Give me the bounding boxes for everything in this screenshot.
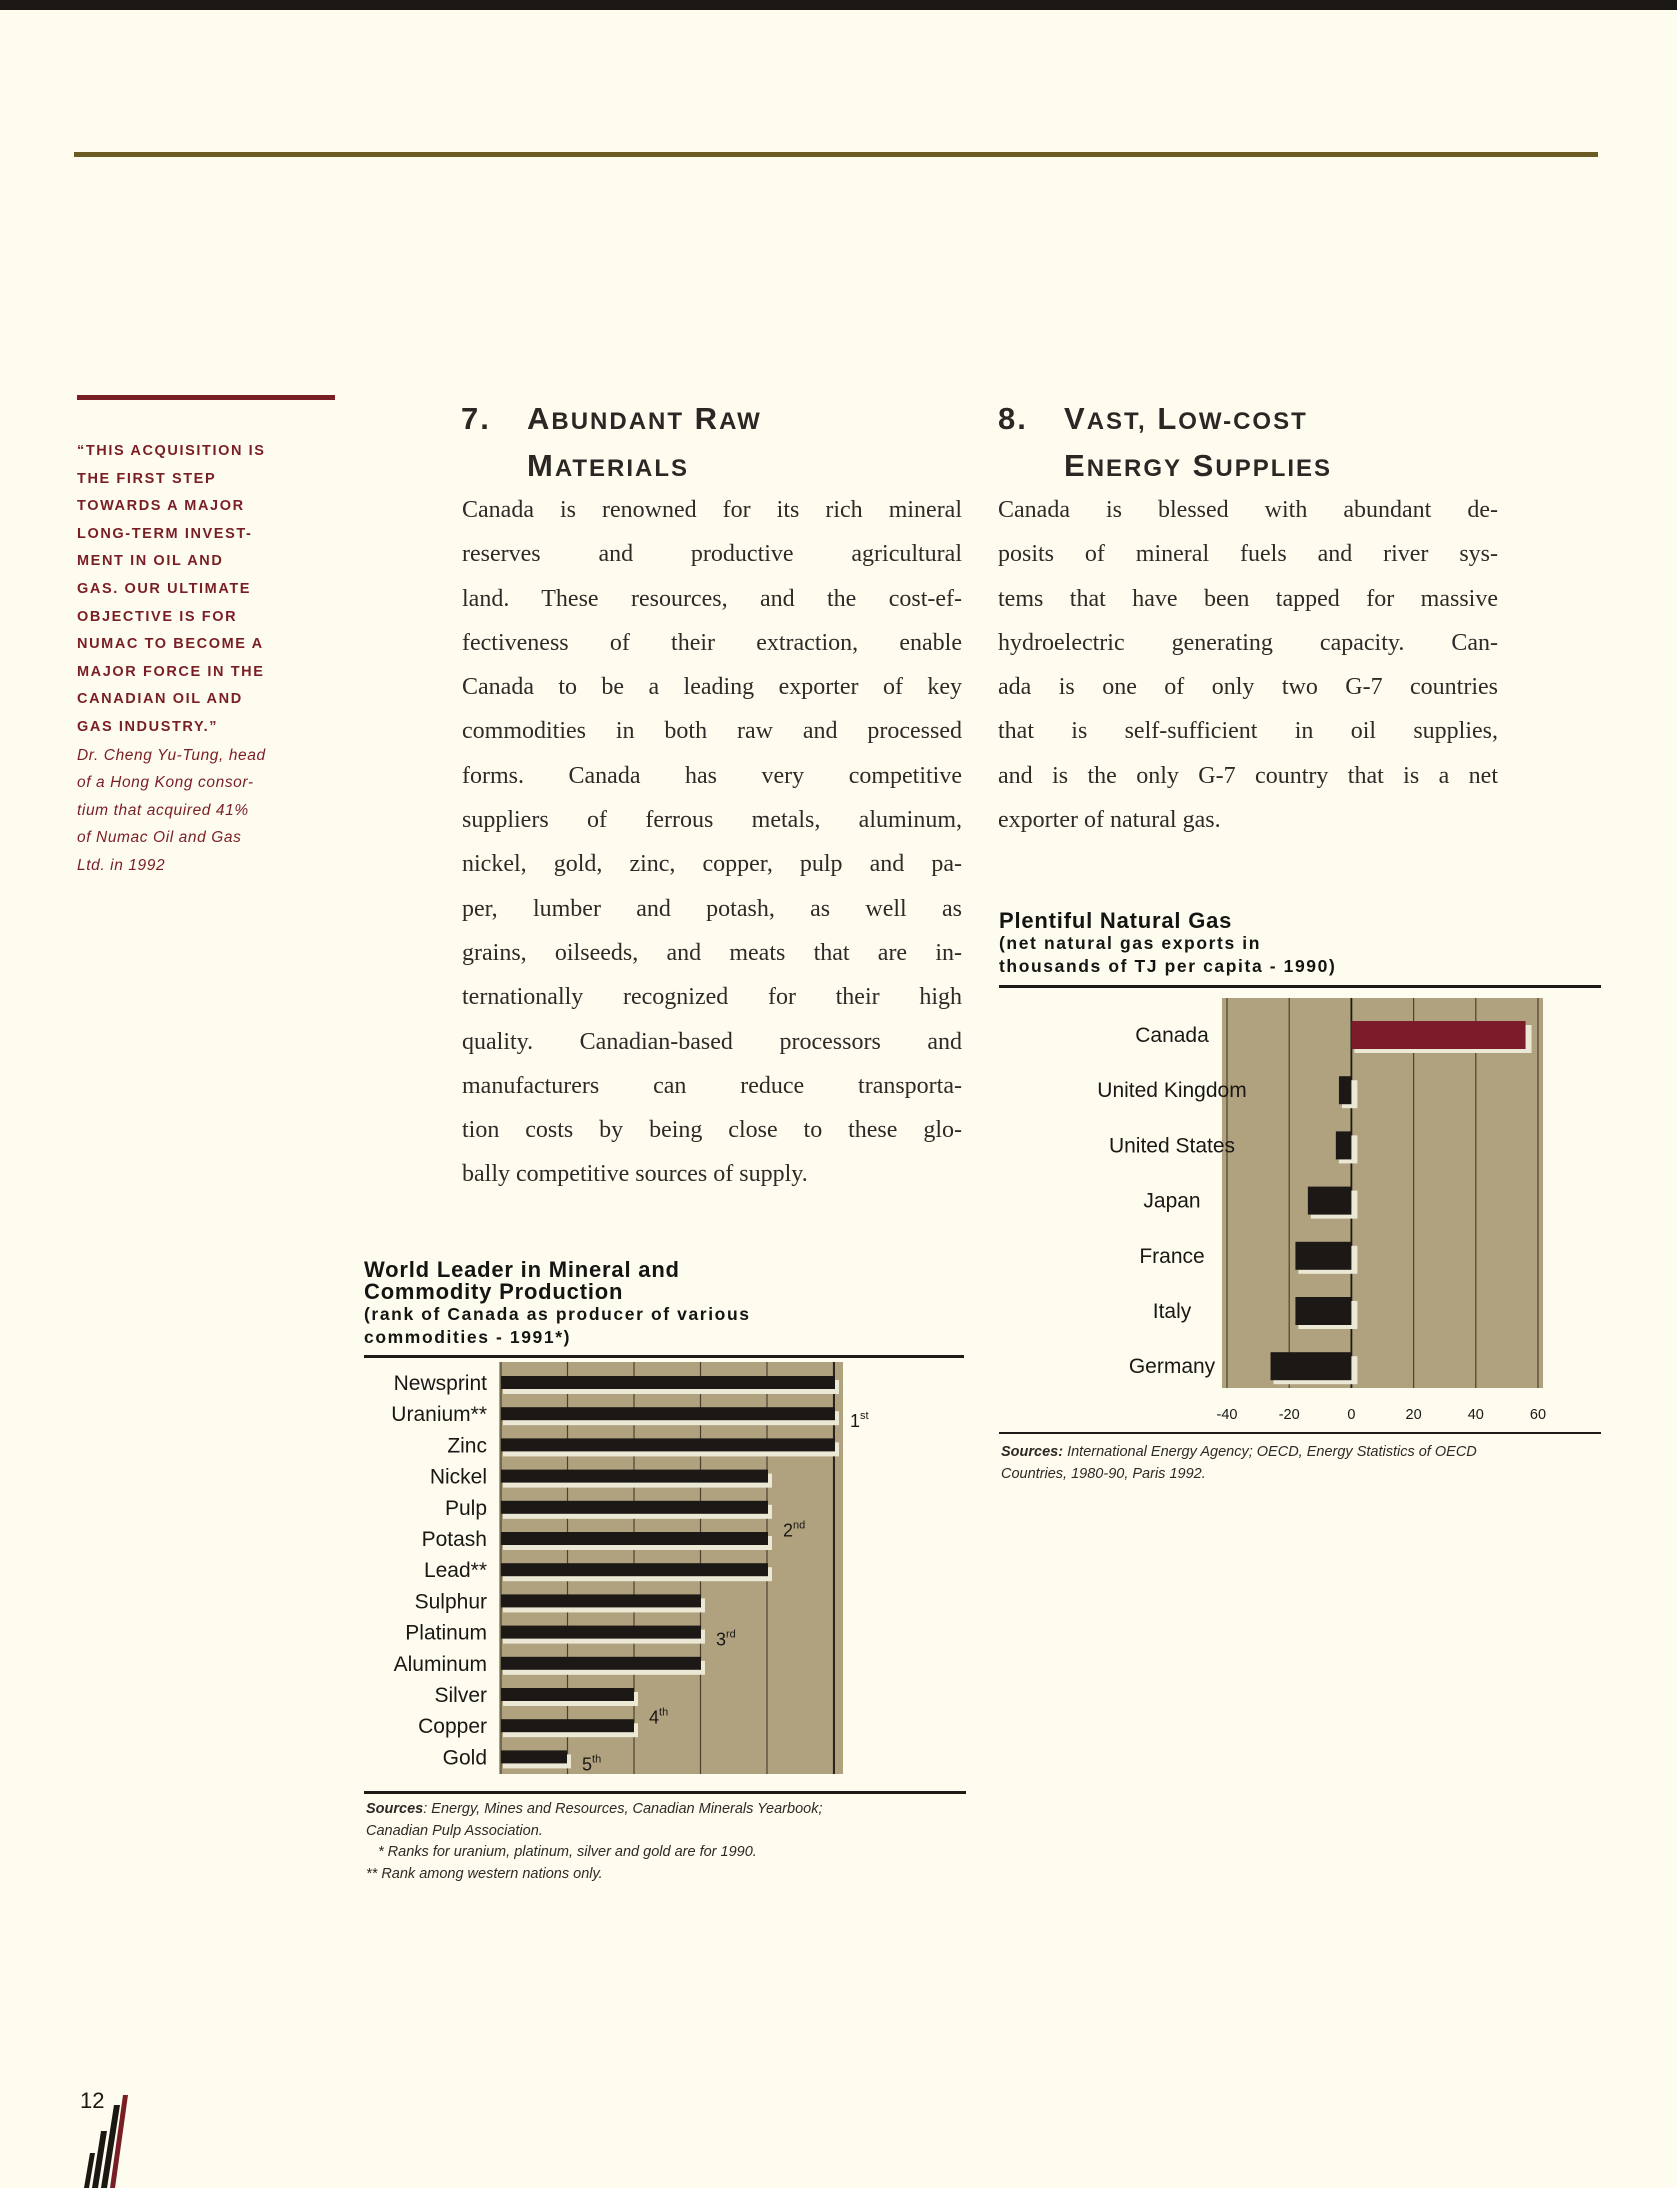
section-8-title-line1: VAST, LOW-COST <box>1064 401 1308 436</box>
section-7-body-line: Canada is renowned for its rich mineral <box>462 497 962 523</box>
quote-line: MAJOR FORCE IN THE <box>77 663 265 680</box>
section-7-body-line: reserves and productive agricultural <box>462 541 962 568</box>
section-7-body-line: forms. Canada has very competitive <box>462 762 962 789</box>
mineral-category-label: Zinc <box>447 1434 487 1458</box>
mineral-chart-sources <box>366 1799 966 1885</box>
section-8-body-line: ada is one of only two G-7 countries <box>998 674 1498 701</box>
mineral-category-label: Aluminum <box>393 1652 487 1676</box>
mineral-bar <box>501 1501 768 1514</box>
gas-x-tick-label: -40 <box>1216 1407 1238 1423</box>
page-number: 12 <box>80 2088 105 2113</box>
mineral-category-label: Silver <box>434 1684 487 1707</box>
gas-category-label: Italy <box>1152 1300 1192 1323</box>
quote-line: GAS INDUSTRY.” <box>77 718 219 735</box>
gas-bar <box>1336 1131 1352 1159</box>
gas-bar <box>1271 1352 1352 1380</box>
section-7-body-line: grains, oilseeds, and meats that are in- <box>462 939 962 966</box>
quote-rule <box>77 395 335 400</box>
gas-chart-subtitle-1: (net natural gas exports in <box>999 933 1261 953</box>
section-7-body-line: suppliers of ferrous metals, aluminum, <box>462 807 962 834</box>
quote-line: “THIS ACQUISITION IS <box>77 443 266 459</box>
section-7-body-line: tion costs by being close to these glo- <box>462 1117 962 1144</box>
gas-bar <box>1308 1187 1352 1215</box>
mineral-sources-label: Sources <box>366 1801 424 1817</box>
section-7-body-line: bally competitive sources of supply. <box>462 1161 808 1188</box>
mineral-chart <box>362 1362 869 1782</box>
mineral-bar <box>501 1438 835 1451</box>
section-7-body-line: nickel, gold, zinc, copper, pulp and pa- <box>462 851 962 878</box>
mineral-chart-title <box>364 1259 924 1349</box>
section-7-body-line: land. These resources, and the cost-ef- <box>462 585 962 612</box>
mineral-category-label: Platinum <box>405 1621 487 1645</box>
gas-bar <box>1295 1297 1351 1325</box>
section-8-body-line: exporter of natural gas. <box>998 807 1221 834</box>
quote-line: CANADIAN OIL AND <box>77 691 243 708</box>
section-8-heading <box>998 397 1332 491</box>
section-8-body-line: and is the only G-7 country that is a net <box>998 762 1498 789</box>
mineral-category-label: Newsprint <box>393 1372 487 1395</box>
mineral-note-2: ** Rank among western nations only. <box>366 1865 603 1882</box>
quote-line: TOWARDS A MAJOR <box>77 498 245 515</box>
mineral-category-label: Potash <box>421 1528 487 1551</box>
quote-attribution-line: Dr. Cheng Yu-Tung, head <box>77 746 266 764</box>
mineral-sources-text: : Energy, Mines and Resources, Canadian Minerals Yearbook; <box>423 1801 823 1817</box>
section-8-body-line: posits of mineral fuels and river sys- <box>998 541 1498 568</box>
section-7-number: 7. <box>461 401 491 436</box>
section-7-title-line2: MATERIALS <box>527 448 690 483</box>
mineral-rank-label: 4th <box>649 1706 669 1728</box>
mineral-chart-title-2: Commodity Production <box>364 1279 624 1304</box>
section-8-body-line: that is self-sufficient in oil supplies, <box>998 718 1498 745</box>
sidebar-quote <box>77 438 347 880</box>
mineral-category-label: Pulp <box>444 1496 487 1520</box>
gas-chart <box>999 993 1601 1433</box>
section-8-body-line: hydroelectric generating capacity. Can- <box>998 629 1498 656</box>
section-8-body-line: tems that have been tapped for massive <box>998 585 1498 612</box>
gas-category-label: Japan <box>1143 1189 1201 1213</box>
quote-line: GAS. OUR ULTIMATE <box>77 580 252 597</box>
mineral-category-label: Copper <box>418 1715 487 1739</box>
section-8-body-line: Canada is blessed with abundant de- <box>998 497 1498 523</box>
mineral-bar <box>501 1750 567 1763</box>
gas-category-label: United States <box>1108 1134 1236 1158</box>
mineral-rank-label: 1st <box>850 1410 869 1432</box>
section-7-body-line: ternationally recognized for their high <box>462 984 962 1011</box>
mineral-rank-label: 2nd <box>783 1519 806 1541</box>
gas-category-label: Germany <box>1128 1355 1216 1379</box>
top-edge-bar <box>0 0 1677 10</box>
gas-chart-bottom-rule <box>999 1432 1601 1434</box>
quote-line: OBJECTIVE IS FOR <box>77 608 238 625</box>
mineral-chart-title-1: World Leader in Mineral and <box>364 1257 680 1282</box>
section-7-body <box>462 488 962 1197</box>
page-stripes-icon <box>82 2095 132 2188</box>
mineral-category-label: Nickel <box>429 1465 487 1489</box>
mineral-bar <box>501 1719 634 1732</box>
mineral-chart-top-rule <box>364 1355 964 1358</box>
mineral-sources-text-2: Canadian Pulp Association. <box>366 1822 543 1839</box>
gas-chart-subtitle-2: thousands of TJ per capita - 1990) <box>999 956 1337 976</box>
gas-category-label: France <box>1139 1244 1205 1268</box>
gas-x-tick-label: 60 <box>1529 1407 1547 1423</box>
mineral-bar <box>501 1657 701 1670</box>
section-7-body-line: commodities in both raw and processed <box>462 718 962 745</box>
section-8-title-line2: ENERGY SUPPLIES <box>1064 448 1333 483</box>
mineral-category-label: Gold <box>442 1746 487 1770</box>
gas-plot-area <box>1222 998 1543 1388</box>
mineral-bar <box>501 1470 768 1483</box>
quote-attribution-line: tium that acquired 41% <box>77 801 249 819</box>
header-rule <box>74 152 1598 157</box>
mineral-note-1: * Ranks for uranium, platinum, silver and gold are for 1990. <box>378 1844 757 1860</box>
mineral-category-label: Lead** <box>423 1559 487 1583</box>
gas-chart-top-rule <box>999 985 1601 988</box>
mineral-chart-bottom-rule <box>364 1791 966 1794</box>
quote-attribution-line: of Numac Oil and Gas <box>77 829 242 847</box>
gas-bar <box>1339 1076 1351 1104</box>
gas-bar <box>1351 1021 1525 1049</box>
quote-line: LONG-TERM INVEST- <box>77 525 253 542</box>
quote-line: NUMAC TO BECOME A <box>77 636 264 653</box>
gas-bar <box>1295 1242 1351 1270</box>
section-7-body-line: Canada to be a leading exporter of key <box>462 674 962 701</box>
quote-line: THE FIRST STEP <box>77 470 217 487</box>
quote-line: MENT IN OIL AND <box>77 553 224 570</box>
section-7-title-line1: ABUNDANT RAW <box>527 401 762 436</box>
gas-chart-title-main: Plentiful Natural Gas <box>999 908 1233 933</box>
gas-category-label: United Kingdom <box>1097 1079 1247 1103</box>
gas-chart-sources <box>1001 1442 1601 1485</box>
section-7-body-line: fectiveness of their extraction, enable <box>462 629 962 656</box>
gas-x-tick-label: -20 <box>1278 1407 1300 1423</box>
mineral-chart-subtitle-1: (rank of Canada as producer of various <box>364 1304 751 1324</box>
section-7-body-line: per, lumber and potash, as well as <box>462 895 962 922</box>
gas-x-tick-label: 0 <box>1347 1407 1356 1423</box>
gas-sources-text-2: Countries, 1980-90, Paris 1992. <box>1001 1465 1206 1482</box>
mineral-bar <box>501 1532 768 1545</box>
mineral-chart-subtitle-2: commodities - 1991*) <box>364 1327 572 1347</box>
mineral-category-label: Sulphur <box>414 1590 487 1614</box>
mineral-bar <box>501 1626 701 1639</box>
mineral-bar <box>501 1594 701 1607</box>
quote-attribution-line: Ltd. in 1992 <box>77 856 166 874</box>
gas-x-tick-label: 20 <box>1405 1407 1422 1423</box>
mineral-bar <box>501 1688 634 1701</box>
section-8-number: 8. <box>998 401 1028 436</box>
gas-x-tick-label: 40 <box>1467 1407 1484 1423</box>
mineral-bar <box>501 1376 835 1389</box>
quote-attribution-line: of a Hong Kong consor- <box>77 774 254 792</box>
mineral-category-label: Uranium** <box>391 1403 487 1427</box>
mineral-rank-label: 5th <box>582 1753 602 1775</box>
mineral-rank-label: 3rd <box>716 1628 736 1650</box>
section-8-body <box>998 488 1498 842</box>
gas-chart-title <box>999 910 1559 978</box>
mineral-bar <box>501 1407 835 1420</box>
gas-sources-text: International Energy Agency; OECD, Energy Statistics of OECD <box>1063 1444 1477 1460</box>
section-7-body-line: manufacturers can reduce transporta- <box>462 1072 962 1099</box>
section-7-body-line: quality. Canadian-based processors and <box>462 1028 962 1055</box>
mineral-bar <box>501 1563 768 1576</box>
gas-sources-label: Sources: <box>1001 1444 1064 1460</box>
gas-category-label: Canada <box>1135 1024 1209 1047</box>
section-7-heading <box>461 397 762 491</box>
